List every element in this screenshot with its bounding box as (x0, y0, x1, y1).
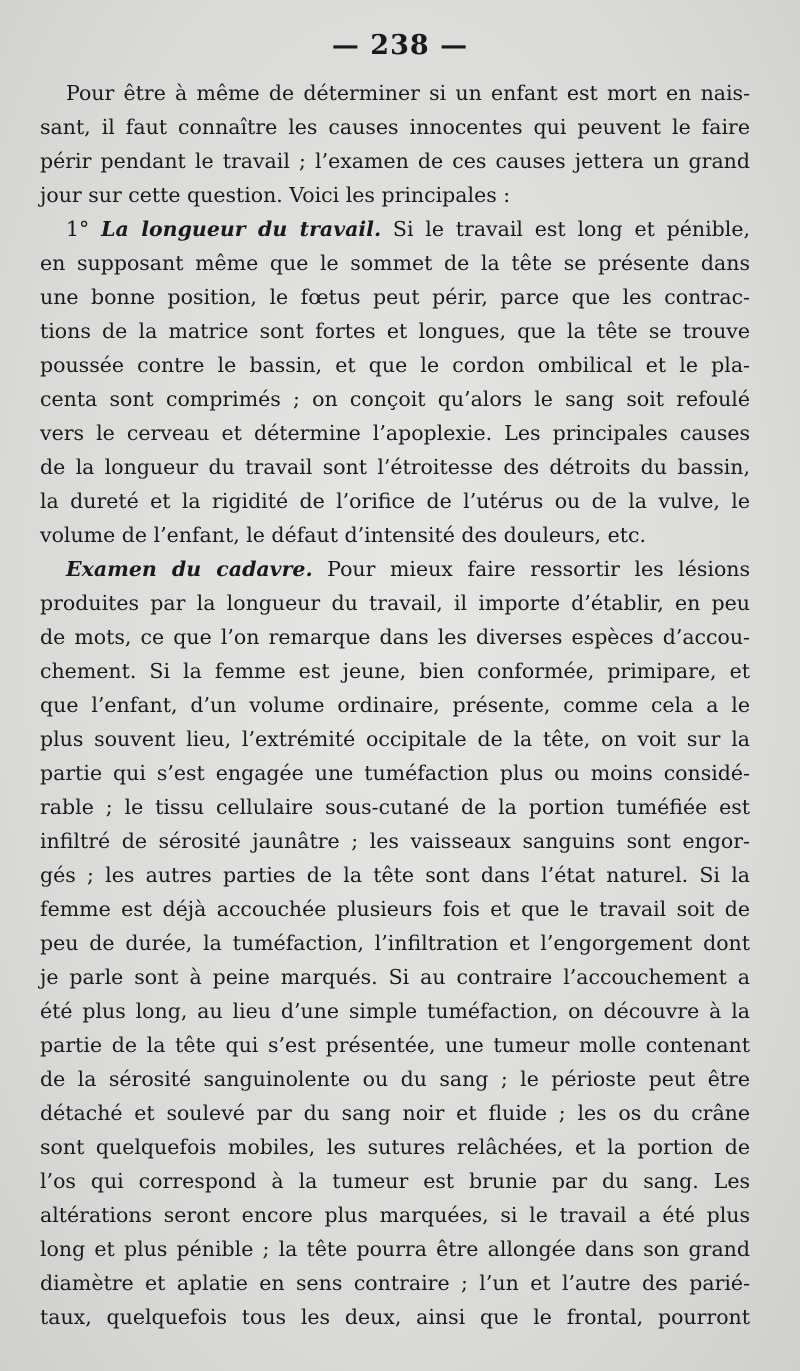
text-line (40, 110, 750, 144)
line-text: l’os qui correspond à la tumeur est brunie par du sang. Les (40, 1169, 750, 1193)
line-text: que l’enfant, d’un volume ordinaire, présente, comme cela a le (40, 693, 750, 717)
line-text: vers le cerveau et détermine l’apoplexie. Les principales causes (40, 421, 750, 445)
text-line (40, 654, 750, 688)
line-text: chement. Si la femme est jeune, bien conformée, primipare, et (40, 659, 750, 683)
line-text: long et plus pénible ; la tête pourra être allongée dans son grand (40, 1237, 750, 1261)
line-text: centa sont comprimés ; on conçoit qu’alors le sang soit refoulé (40, 387, 750, 411)
line-text: sont quelquefois mobiles, les sutures relâchées, et la portion de (40, 1135, 750, 1159)
text-line (40, 518, 750, 552)
line-text: femme est déjà accouchée plusieurs fois et que le travail soit de (40, 897, 750, 921)
section-heading: Examen du cadavre. (66, 557, 313, 581)
text-line (40, 1164, 750, 1198)
text-line (40, 1096, 750, 1130)
text-line (40, 314, 750, 348)
text-line (40, 926, 750, 960)
text-line (40, 1232, 750, 1266)
line-text: partie qui s’est engagée une tuméfaction plus ou moins considé- (40, 761, 750, 785)
text-line (40, 144, 750, 178)
line-text: en supposant même que le sommet de la tête se présente dans (40, 251, 750, 275)
page-number: — 238 — (331, 30, 469, 61)
text-line (40, 416, 750, 450)
text-line (40, 76, 750, 110)
text-line (40, 1028, 750, 1062)
line-text: poussée contre le bassin, et que le cordon ombilical et le pla- (40, 353, 750, 377)
text-line (40, 892, 750, 926)
text-line (40, 450, 750, 484)
line-text: rable ; le tissu cellulaire sous-cutané de la portion tuméfiée est (40, 795, 750, 819)
text-line (40, 688, 750, 722)
line-text: de mots, ce que l’on remarque dans les diverses espèces d’accou- (40, 625, 750, 649)
line-text: jour sur cette question. Voici les principales : (40, 183, 511, 207)
text-line (40, 348, 750, 382)
text-line (40, 1266, 750, 1300)
text-line (40, 994, 750, 1028)
line-text: produites par la longueur du travail, il importe d’établir, en peu (40, 591, 750, 615)
line-text: je parle sont à peine marqués. Si au contraire l’accouchement a (40, 965, 750, 989)
text-line (40, 552, 750, 586)
line-text: Pour être à même de déterminer si un enfant est mort en nais- (66, 81, 750, 105)
text-line (40, 620, 750, 654)
line-text: détaché et soulevé par du sang noir et fluide ; les os du crâne (40, 1101, 750, 1125)
line-text: sant, il faut connaître les causes innocentes qui peuvent le faire (40, 115, 750, 139)
line-text: une bonne position, le fœtus peut périr, parce que les contrac- (40, 285, 750, 309)
line-text: taux, quelquefois tous les deux, ainsi que le frontal, pourront (40, 1305, 750, 1329)
text-line (40, 280, 750, 314)
text-line (40, 382, 750, 416)
text-line (40, 790, 750, 824)
list-number: 1° (66, 217, 102, 241)
text-line (40, 246, 750, 280)
line-text: tions de la matrice sont fortes et longues, que la tête se trouve (40, 319, 750, 343)
line-text: de la sérosité sanguinolente ou du sang ; le périoste peut être (40, 1067, 750, 1091)
line-text: peu de durée, la tuméfaction, l’infiltration et l’engorgement dont (40, 931, 750, 955)
line-text: Pour mieux faire ressortir les lésions (312, 557, 751, 581)
line-text: de la longueur du travail sont l’étroitesse des détroits du bassin, (40, 455, 750, 479)
line-text: diamètre et aplatie en sens contraire ; l’un et l’autre des parié- (40, 1271, 750, 1295)
text-line (40, 178, 750, 212)
text-line (40, 1300, 750, 1334)
text-line (40, 212, 750, 246)
text-line (40, 1198, 750, 1232)
line-text: périr pendant le travail ; l’examen de ces causes jettera un grand (40, 149, 750, 173)
text-line (40, 722, 750, 756)
text-line (40, 824, 750, 858)
line-text: altérations seront encore plus marquées, si le travail a été plus (40, 1203, 750, 1227)
line-text: la dureté et la rigidité de l’orifice de l’utérus ou de la vulve, le (40, 489, 750, 513)
line-text: gés ; les autres parties de la tête sont dans l’état naturel. Si la (40, 863, 750, 887)
text-line (40, 858, 750, 892)
text-line (40, 484, 750, 518)
line-text: été plus long, au lieu d’une simple tuméfaction, on découvre à la (40, 999, 750, 1023)
line-text: infiltré de sérosité jaunâtre ; les vaisseaux sanguins sont engor- (40, 829, 750, 853)
line-text: plus souvent lieu, l’extrémité occipitale de la tête, on voit sur la (40, 727, 750, 751)
line-text: Si le travail est long et pénible, (381, 217, 750, 241)
text-line (40, 1062, 750, 1096)
text-line (40, 960, 750, 994)
text-line (40, 586, 750, 620)
text-line (40, 756, 750, 790)
section-heading: La longueur du travail. (101, 217, 382, 241)
line-text: volume de l’enfant, le défaut d’intensité des douleurs, etc. (40, 523, 646, 547)
line-text: partie de la tête qui s’est présentée, une tumeur molle contenant (40, 1033, 750, 1057)
body-text (40, 76, 750, 1334)
text-line (40, 1130, 750, 1164)
